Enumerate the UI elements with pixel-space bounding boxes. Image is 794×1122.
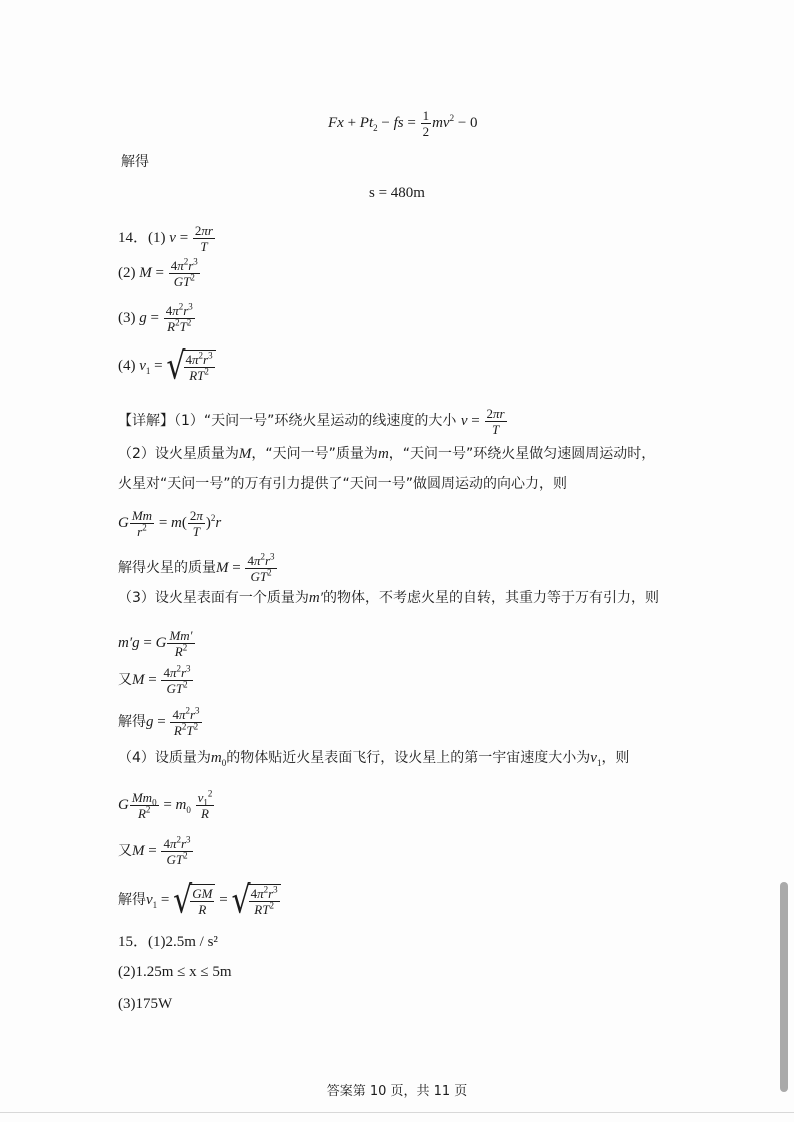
- detail-part-4-solve: 解得$v_1$ = √ $\frac{GM}{R}$ = √ $\frac{4\pi^2r^3}{RT^2}$: [118, 884, 281, 917]
- q14-answer-4: (4) $v_1$ = √ $\frac{4\pi^2r^3}{RT^2}$: [118, 350, 216, 383]
- detail-part-2-line-2: 火星对“天问一号”的万有引力提供了“天问一号”做圆周运动的向心力，则: [118, 476, 568, 492]
- q15-answer-2: (2)1.25m ≤ x ≤ 5m: [118, 964, 232, 980]
- detail-part-3-intro: （3）设火星表面有一个质量为m′的物体，不考虑火星的自转，其重力等于万有引力，则: [118, 590, 660, 606]
- equation-gravity-centripetal: G $\frac{Mm}{r^2}$ = m( $\frac{2\pi}{T}$ )$^2$r: [118, 508, 222, 539]
- q15-answer-1: 15．(1)2.5m / s²: [118, 934, 218, 950]
- detail-part-3-also: 又M = $\frac{4\pi^2r^3}{GT^2}$: [118, 663, 191, 696]
- q14-answer-2: (2) M = $\frac{4\pi^2r^3}{GT^2}$: [118, 256, 198, 289]
- equation-work-energy: $Fx + Pt_2$ − fs = $\frac{1}{2}$ $mv^2 - 0$: [328, 108, 478, 139]
- detail-part-2-line-1: （2）设火星质量为M，“天问一号”质量为m，“天问一号”环绕火星做匀速圆周运动时，: [118, 446, 656, 462]
- page-bottom-divider: [0, 1112, 794, 1113]
- detail-part-2-solve: 解得火星的质量M = $\frac{4\pi^2r^3}{GT^2}$: [118, 551, 275, 584]
- q14-number: 14．: [118, 229, 149, 246]
- detail-part-3-solve: 解得g = $\frac{4\pi^2r^3}{R^2T^2}$: [118, 705, 200, 738]
- q15-number: 15．: [118, 934, 149, 950]
- page-footer: 答案第 10 页，共 11 页: [326, 1084, 468, 1099]
- q14-answer-3: (3) g = $\frac{4\pi^2r^3}{R^2T^2}$: [118, 301, 193, 334]
- detail-part-4-also: 又M = $\frac{4\pi^2r^3}{GT^2}$: [118, 834, 191, 867]
- q15-answer-3: (3)175W: [118, 996, 173, 1012]
- solve-label: 解得: [121, 154, 149, 170]
- detail-label: 【详解】: [118, 412, 174, 429]
- equation-surface-gravity: m′g = G $\frac{Mm'}{R^2}$: [118, 628, 193, 659]
- vertical-scrollbar[interactable]: [780, 882, 788, 1092]
- detail-part-4-intro: （4）设质量为$m_0$的物体贴近火星表面飞行，设火星上的第一宇宙速度大小为$v_1$，则: [118, 750, 630, 768]
- solve-result: s = 480m: [369, 185, 425, 201]
- q14-answer-1: 14．(1) v = $\frac{2\pi r}{T}$: [118, 223, 213, 254]
- detail-part-1: 【详解】（1）“天问一号”环绕火星运动的线速度的大小 v = $\frac{2\pi r}{T}$: [118, 406, 505, 437]
- equation-first-cosmic-velocity: G $\frac{Mm_0}{R^2}$ = $m_0$ $\frac{v_1^2}{R}$: [118, 788, 213, 821]
